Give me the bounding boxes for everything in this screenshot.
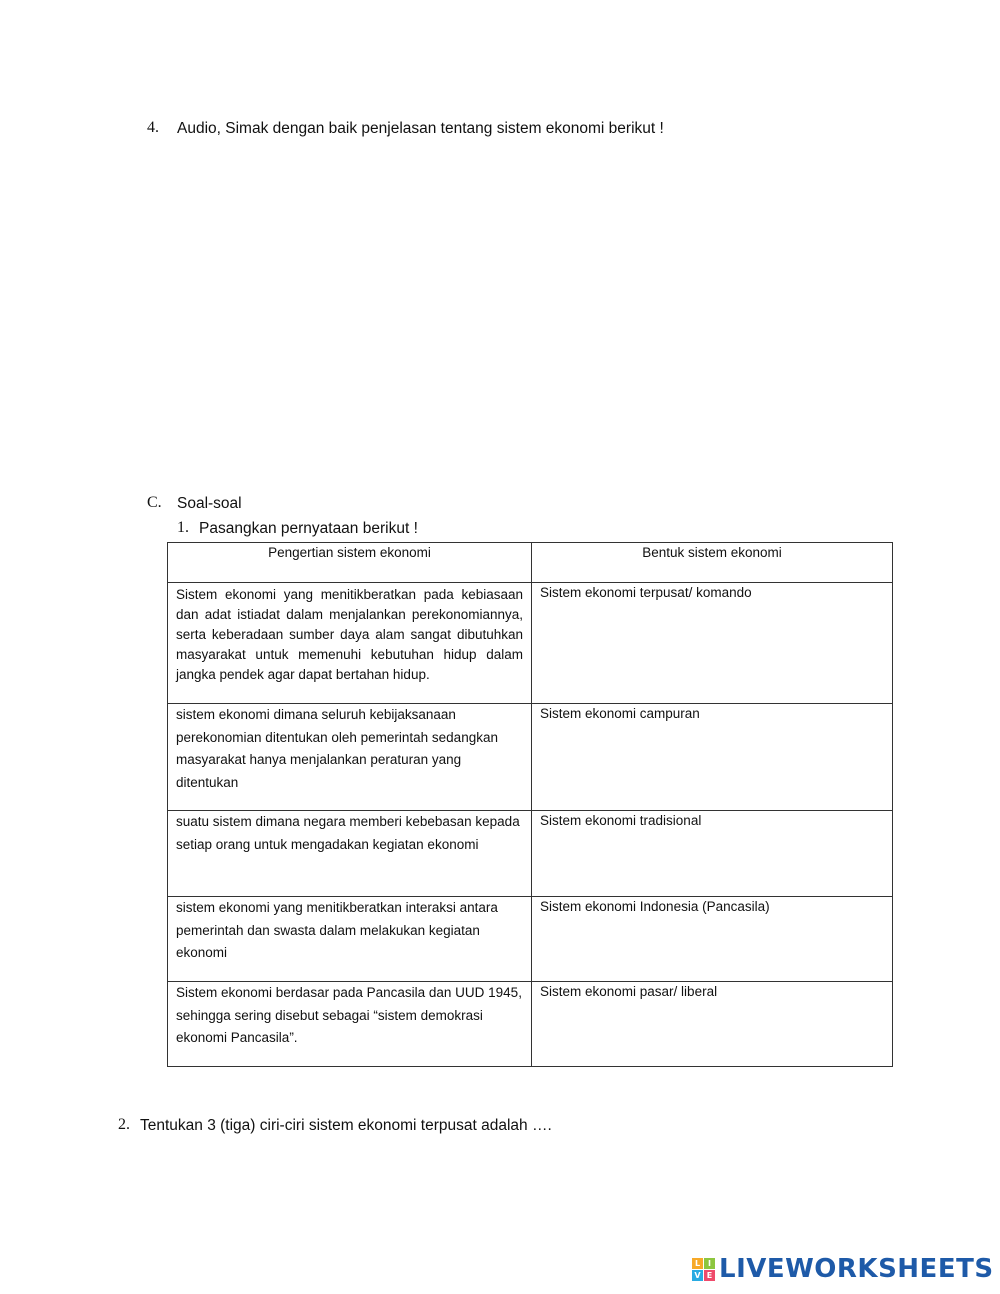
question-1-text: Pasangkan pernyataan berikut ! [199,520,418,537]
logo-block: I [704,1258,715,1269]
table-row [168,982,893,1067]
definition-text: sistem ekonomi yang menitikberatkan interaksi antara pemerintah dan swasta dalam melakukan kegiatan ekonomi [176,900,498,960]
definition-cell [168,982,532,1067]
form-cell[interactable] [532,704,893,811]
definition-text: sistem ekonomi dimana seluruh kebijaksanaan perekonomian ditentukan oleh pemerintah sedangkan masyarakat hanya menjalankan peraturan yang ditentukan [176,707,498,790]
table-header-row [168,543,893,583]
definition-text: Sistem ekonomi berdasar pada Pancasila dan UUD 1945, sehingga sering disebut sebagai “sistem demokrasi ekonomi Pancasila”. [176,985,522,1045]
question-4-number: 4. [147,119,159,136]
header-cell [532,543,893,583]
form-text: Sistem ekonomi Indonesia (Pancasila) [540,899,770,914]
table-row [168,897,893,982]
form-text: Sistem ekonomi campuran [540,706,700,721]
header-definition: Pengertian sistem ekonomi [268,545,431,560]
form-cell[interactable] [532,811,893,897]
header-cell [168,543,532,583]
section-c-title: Soal-soal [177,495,242,512]
form-cell[interactable] [532,897,893,982]
definition-cell [168,811,532,897]
definition-cell [168,897,532,982]
form-cell[interactable] [532,583,893,704]
question-1-number: 1. [177,519,189,536]
table-row [168,704,893,811]
table-row [168,811,893,897]
logo-block: V [692,1270,703,1281]
liveworksheets-logo [692,1254,994,1284]
header-form: Bentuk sistem ekonomi [642,545,782,560]
definition-cell [168,583,532,704]
question-4-text: Audio, Simak dengan baik penjelasan tentang sistem ekonomi berikut ! [177,120,664,137]
form-text: Sistem ekonomi tradisional [540,813,702,828]
brand-name: LIVEWORKSHEETS [719,1254,994,1284]
matching-table [167,542,893,1067]
definition-text: suatu sistem dimana negara memberi kebebasan kepada setiap orang untuk mengadakan kegiatan ekonomi [176,814,520,852]
section-c-letter: C. [147,494,162,511]
table-row [168,583,893,704]
definition-cell [168,704,532,811]
form-text: Sistem ekonomi terpusat/ komando [540,585,752,600]
logo-block: L [692,1258,703,1269]
logo-block: E [704,1270,715,1281]
definition-text: Sistem ekonomi yang menitikberatkan pada kebiasaan dan adat istiadat dalam menjalankan perekonomiannya, serta keberadaan sumber daya alam sangat dibutuhkan masyarakat untuk memenuhi kebutuhan hidup dalam jangka pendek agar dapat bertahan hidup. [176,587,523,682]
form-text: Sistem ekonomi pasar/ liberal [540,984,718,999]
question-2-number: 2. [118,1116,130,1133]
logo-blocks-icon [692,1258,715,1281]
question-2-text: Tentukan 3 (tiga) ciri-ciri sistem ekonomi terpusat adalah …. [140,1117,552,1134]
form-cell[interactable] [532,982,893,1067]
